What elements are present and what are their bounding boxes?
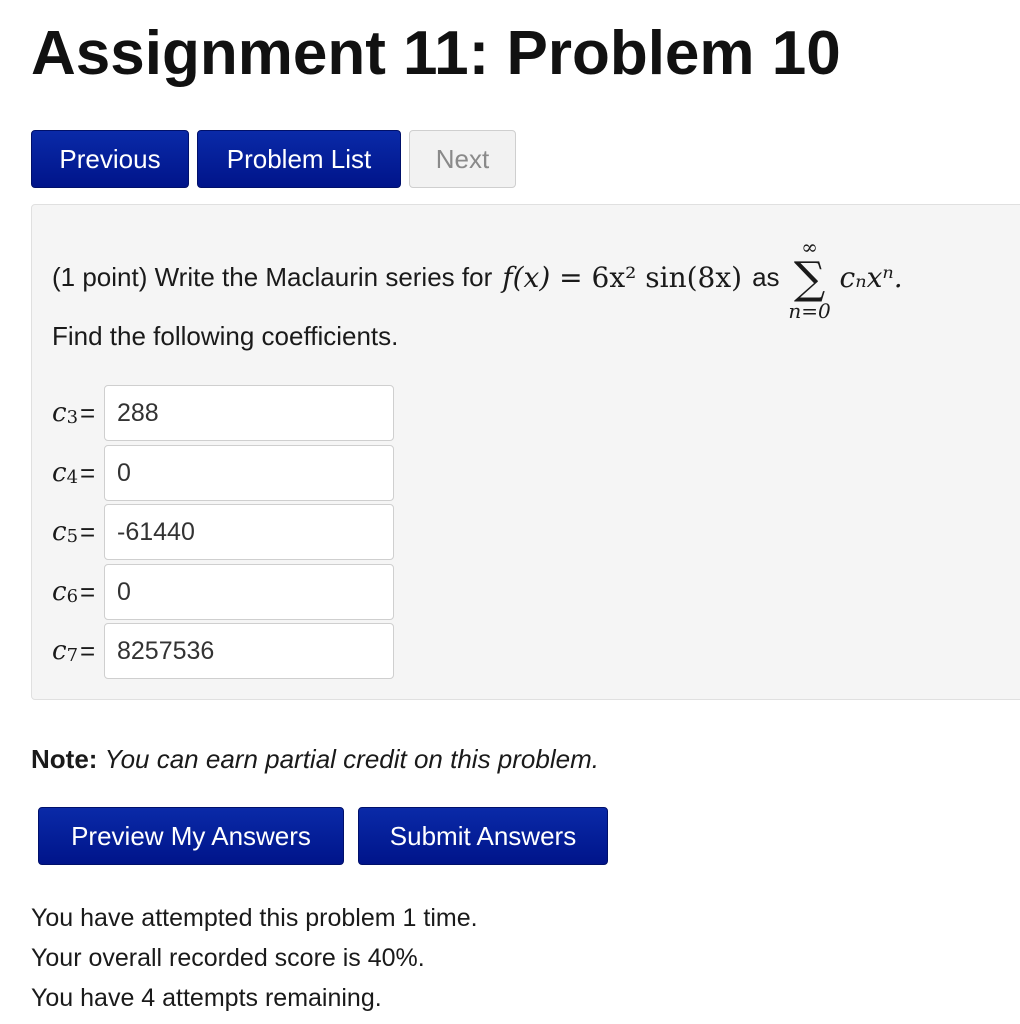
previous-button[interactable]: Previous xyxy=(31,130,189,188)
problem-panel xyxy=(31,204,1020,700)
coefficient-label: c $_6$ = xyxy=(52,576,96,607)
answer-actions xyxy=(38,807,608,865)
formula-lhs: f(x) xyxy=(502,260,551,294)
sum-lower-limit: n=0 xyxy=(788,299,831,323)
note-label: Note: xyxy=(31,744,98,774)
problem-statement xyxy=(52,235,913,323)
coefficient-input-c5[interactable] xyxy=(104,504,394,560)
note-text: You can earn partial credit on this problem. xyxy=(104,744,599,774)
instruction-text: Find the following coefficients. xyxy=(52,321,399,351)
sum-term: cₙxⁿ. xyxy=(839,260,903,294)
coefficient-label: c $_5$ = xyxy=(52,516,96,547)
formula-rhs: = 6x² sin(8x) xyxy=(559,260,743,294)
attempt-status xyxy=(31,898,478,1018)
score-text: Your overall recorded score is 40%. xyxy=(31,944,425,972)
coefficient-row xyxy=(52,504,394,560)
coefficient-row xyxy=(52,623,394,679)
coefficient-label: c $_7$ = xyxy=(52,635,96,666)
problem-list-button[interactable]: Problem List xyxy=(197,130,401,188)
coefficient-input-c3[interactable] xyxy=(104,385,394,441)
coefficient-input-c7[interactable] xyxy=(104,623,394,679)
coefficient-row xyxy=(52,445,394,501)
sum-upper-limit: ∞ xyxy=(801,235,818,259)
coefficient-input-c6[interactable] xyxy=(104,564,394,620)
statement-prefix: (1 point) Write the Maclaurin series for xyxy=(52,261,493,292)
next-button[interactable]: Next xyxy=(409,130,516,188)
coefficient-input-c4[interactable] xyxy=(104,445,394,501)
function-formula xyxy=(502,261,742,294)
preview-answers-button[interactable]: Preview My Answers xyxy=(38,807,344,865)
attempts-text: You have attempted this problem 1 time. xyxy=(31,904,478,932)
problem-navigation xyxy=(31,130,516,188)
coefficient-row xyxy=(52,385,394,441)
page-title: Assignment 11: Problem 10 xyxy=(31,19,841,88)
remaining-text: You have 4 attempts remaining. xyxy=(31,984,382,1012)
coefficient-label: c $_4$ = xyxy=(52,457,96,488)
partial-credit-note xyxy=(31,744,599,775)
coefficient-label: c $_3$ = xyxy=(52,397,96,428)
connector-text: as xyxy=(752,261,780,292)
coefficient-row xyxy=(52,564,394,620)
submit-answers-button[interactable]: Submit Answers xyxy=(358,807,608,865)
summation-symbol: ∞ ∑ n=0 xyxy=(788,235,831,323)
